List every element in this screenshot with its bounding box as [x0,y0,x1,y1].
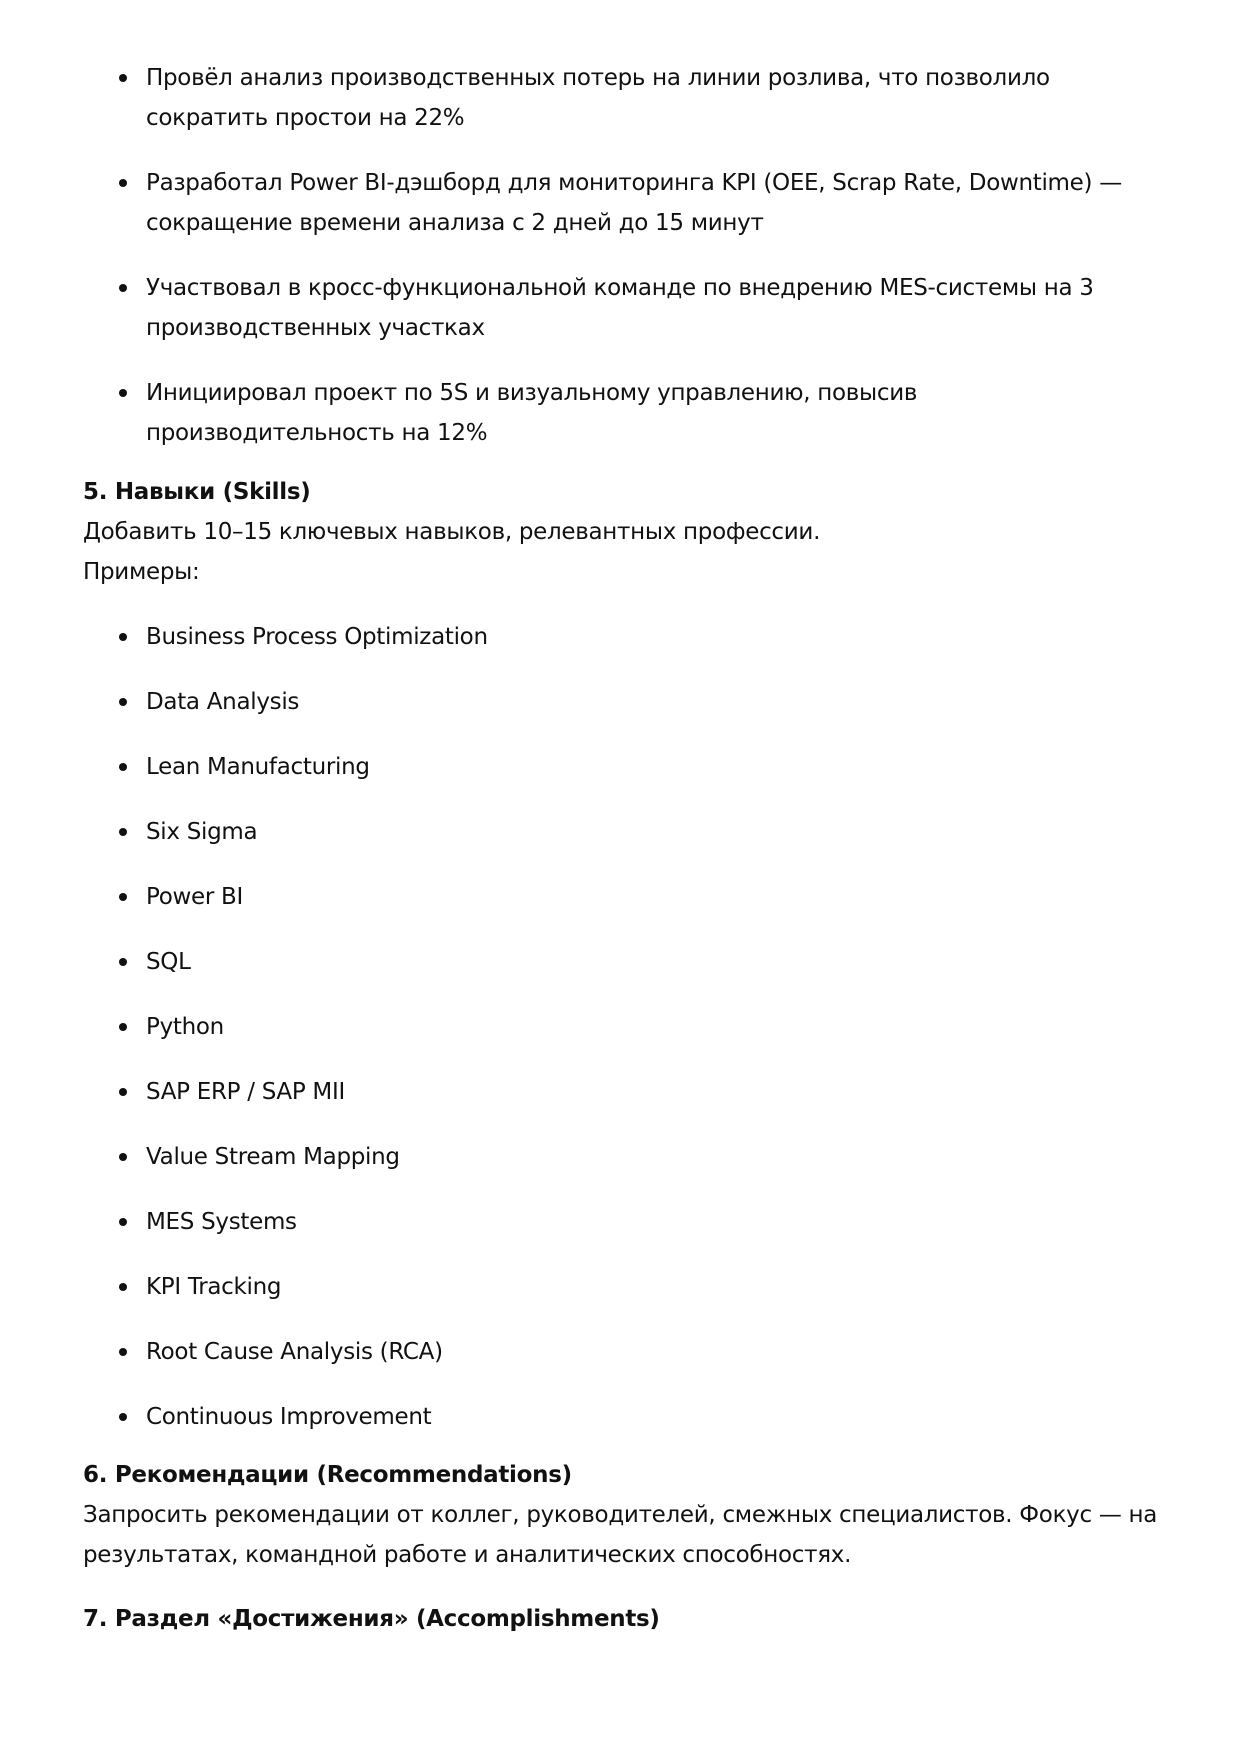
list-item [83,942,1163,982]
list-item [83,58,1163,138]
bullet-icon [119,828,127,836]
skill-text: Data Analysis [146,689,300,715]
bullet-icon [119,1153,127,1161]
skill-text: KPI Tracking [146,1274,282,1300]
list-item [83,268,1163,348]
list-item [83,1072,1163,1112]
recommendations-text: Запросить рекомендации от коллег, руководителей, смежных специалистов. Фокус — на результатах, командной работе и аналитических способностях. [83,1502,1158,1568]
achievements-list [83,58,1163,453]
skill-text: Lean Manufacturing [146,754,370,780]
bullet-icon [119,763,127,771]
bullet-icon [119,74,127,82]
list-item-text: Провёл анализ производственных потерь на линии розлива, что позволило сократить простои на 22% [146,65,1050,131]
list-item [83,682,1163,722]
skill-text: Value Stream Mapping [146,1144,400,1170]
bullet-icon [119,1023,127,1031]
bullet-icon [119,1348,127,1356]
list-item [83,877,1163,917]
list-item [83,163,1163,243]
list-item [83,1267,1163,1307]
skill-text: Python [146,1014,224,1040]
skill-text: MES Systems [146,1209,297,1235]
accomplishments-heading: 7. Раздел «Достижения» (Accomplishments) [83,1606,660,1632]
recommendations-heading: 6. Рекомендации (Recommendations) [83,1462,572,1488]
bullet-icon [119,179,127,187]
list-item [83,1137,1163,1177]
bullet-icon [119,284,127,292]
list-item [83,1332,1163,1372]
skill-text: Six Sigma [146,819,258,845]
skills-heading: 5. Навыки (Skills) [83,479,311,505]
bullet-icon [119,698,127,706]
list-item-text: Разработал Power BI-дэшборд для мониторинга KPI (OEE, Scrap Rate, Downtime) — сокращение времени анализа с 2 дней до 15 минут [146,170,1122,236]
list-item [83,1202,1163,1242]
skill-text: Business Process Optimization [146,624,488,650]
list-item [83,747,1163,787]
bullet-icon [119,1283,127,1291]
bullet-icon [119,389,127,397]
list-item [83,1397,1163,1437]
list-item [83,617,1163,657]
skills-list [83,617,1163,1437]
bullet-icon [119,958,127,966]
bullet-icon [119,893,127,901]
skill-text: Power BI [146,884,244,910]
skill-text: SAP ERP / SAP MII [146,1079,345,1105]
bullet-icon [119,1413,127,1421]
bullet-icon [119,633,127,641]
list-item [83,373,1163,453]
skill-text: Continuous Improvement [146,1404,432,1430]
document-page [83,58,1163,1639]
skills-intro: Добавить 10–15 ключевых навыков, релевантных профессии. [83,519,821,545]
bullet-icon [119,1218,127,1226]
list-item [83,812,1163,852]
skill-text: SQL [146,949,191,975]
skills-examples-label: Примеры: [83,559,200,585]
list-item [83,1007,1163,1047]
list-item-text: Участвовал в кросс-функциональной команде по внедрению MES-системы на 3 производственных участках [146,275,1094,341]
bullet-icon [119,1088,127,1096]
list-item-text: Инициировал проект по 5S и визуальному управлению, повысив производительность на 12% [146,380,918,446]
skill-text: Root Cause Analysis (RCA) [146,1339,443,1365]
